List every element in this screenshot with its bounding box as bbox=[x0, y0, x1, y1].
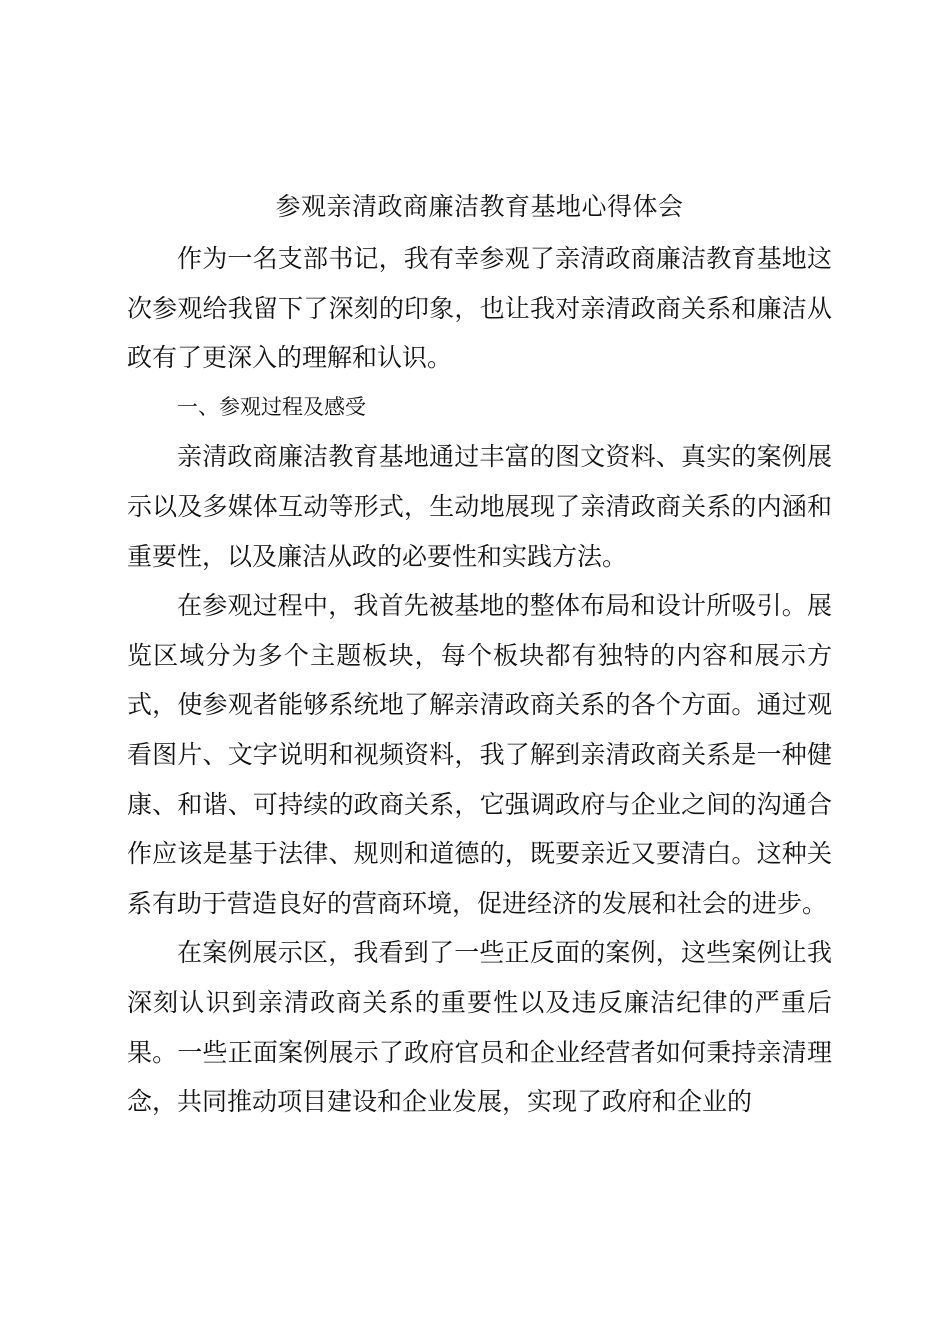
body-paragraph-base-overview: 亲清政商廉洁教育基地通过丰富的图文资料、真实的案例展示以及多媒体互动等形式，生动地展现了亲清政商关系的内涵和重要性，以及廉洁从政的必要性和实践方法。 bbox=[127, 442, 832, 571]
document-body bbox=[127, 182, 832, 1127]
body-paragraph-case-showcase: 在案例展示区，我看到了一些正反面的案例，这些案例让我深刻认识到亲清政商关系的重要性以及违反廉洁纪律的严重后果。一些正面案例展示了政府官员和企业经营者如何秉持亲清理念，共同推动项目建设和企业发展，实现了政府和企业的 bbox=[127, 938, 832, 1117]
document-title: 参观亲清政商廉洁教育基地心得体会 bbox=[275, 192, 684, 221]
body-paragraph-layout-impression: 在参观过程中，我首先被基地的整体布局和设计所吸引。展览区域分为多个主题板块，每个板块都有独特的内容和展示方式，使参观者能够系统地了解亲清政商关系的各个方面。通过观看图片、文字说明和视频资料，我了解到亲清政商关系是一种健康、和谐、可持续的政商关系，它强调政府与企业之间的沟通合作应该是基于法律、规则和道德的，既要亲近又要清白。这种关系有助于营造良好的营商环境，促进经济的发展和社会的进步。 bbox=[127, 591, 832, 918]
section-heading-visit-process: 一、参观过程及感受 bbox=[177, 394, 366, 419]
intro-paragraph: 作为一名支部书记，我有幸参观了亲清政商廉洁教育基地这次参观给我留下了深刻的印象，也让我对亲清政商关系和廉洁从政有了更深入的理解和认识。 bbox=[127, 244, 832, 373]
